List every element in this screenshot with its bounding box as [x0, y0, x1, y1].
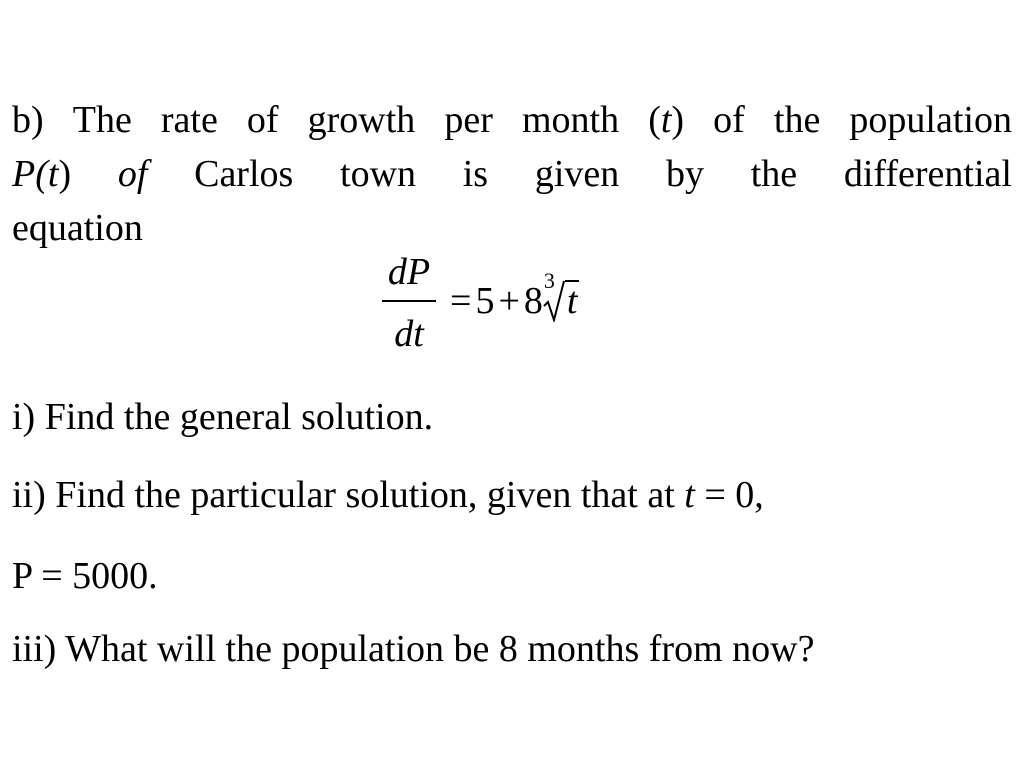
part-ii-prefix: ii) Find the particular solution, given that at: [12, 474, 685, 516]
word: the: [750, 153, 798, 195]
fraction-denominator: dt: [394, 313, 424, 355]
differential-equation: [380, 252, 620, 362]
equals-sign: =: [450, 280, 472, 322]
population-function: P(t): [12, 153, 72, 195]
intro-line-1: [12, 93, 1012, 147]
word: by: [665, 153, 704, 195]
word: of: [713, 99, 745, 141]
variable-t: t: [660, 99, 672, 141]
constant-term: 5: [475, 280, 495, 322]
word: rate: [160, 99, 218, 141]
word: per: [444, 99, 493, 141]
part-ii-suffix: = 0,: [694, 474, 764, 516]
word: The: [72, 99, 132, 141]
intro-line-2: [12, 147, 1012, 201]
word: growth: [307, 99, 416, 141]
word: is: [462, 153, 489, 195]
variable-t: t: [684, 474, 695, 516]
equation-right-side: [446, 268, 579, 330]
coefficient: 8: [523, 280, 543, 322]
word: of: [117, 153, 148, 195]
word: given: [534, 153, 620, 195]
cube-root: [543, 268, 580, 330]
part-ii: [12, 468, 1012, 522]
word: town: [340, 153, 417, 195]
word: the: [773, 99, 821, 141]
word: population: [849, 99, 1012, 141]
part-i: i) Find the general solution.: [12, 396, 434, 438]
problem-intro: [12, 93, 1012, 255]
plus-sign: +: [498, 280, 520, 322]
fraction-numerator: dP: [387, 251, 431, 293]
month-variable: (t): [648, 99, 685, 141]
root-index: 3: [543, 268, 555, 293]
radicand: t: [566, 280, 578, 322]
word: differential: [843, 153, 1012, 195]
word: equation: [12, 207, 143, 249]
part-iii: iii) What will the population be 8 months from now?: [12, 628, 815, 670]
variable-t: t: [47, 153, 59, 195]
word: Carlos: [194, 153, 294, 195]
part-ii-condition: P = 5000.: [12, 555, 158, 597]
fraction-bar: [382, 300, 436, 302]
word: of: [246, 99, 279, 141]
word: b): [12, 99, 44, 141]
intro-line-3: [12, 201, 1012, 255]
word: month: [522, 99, 620, 141]
